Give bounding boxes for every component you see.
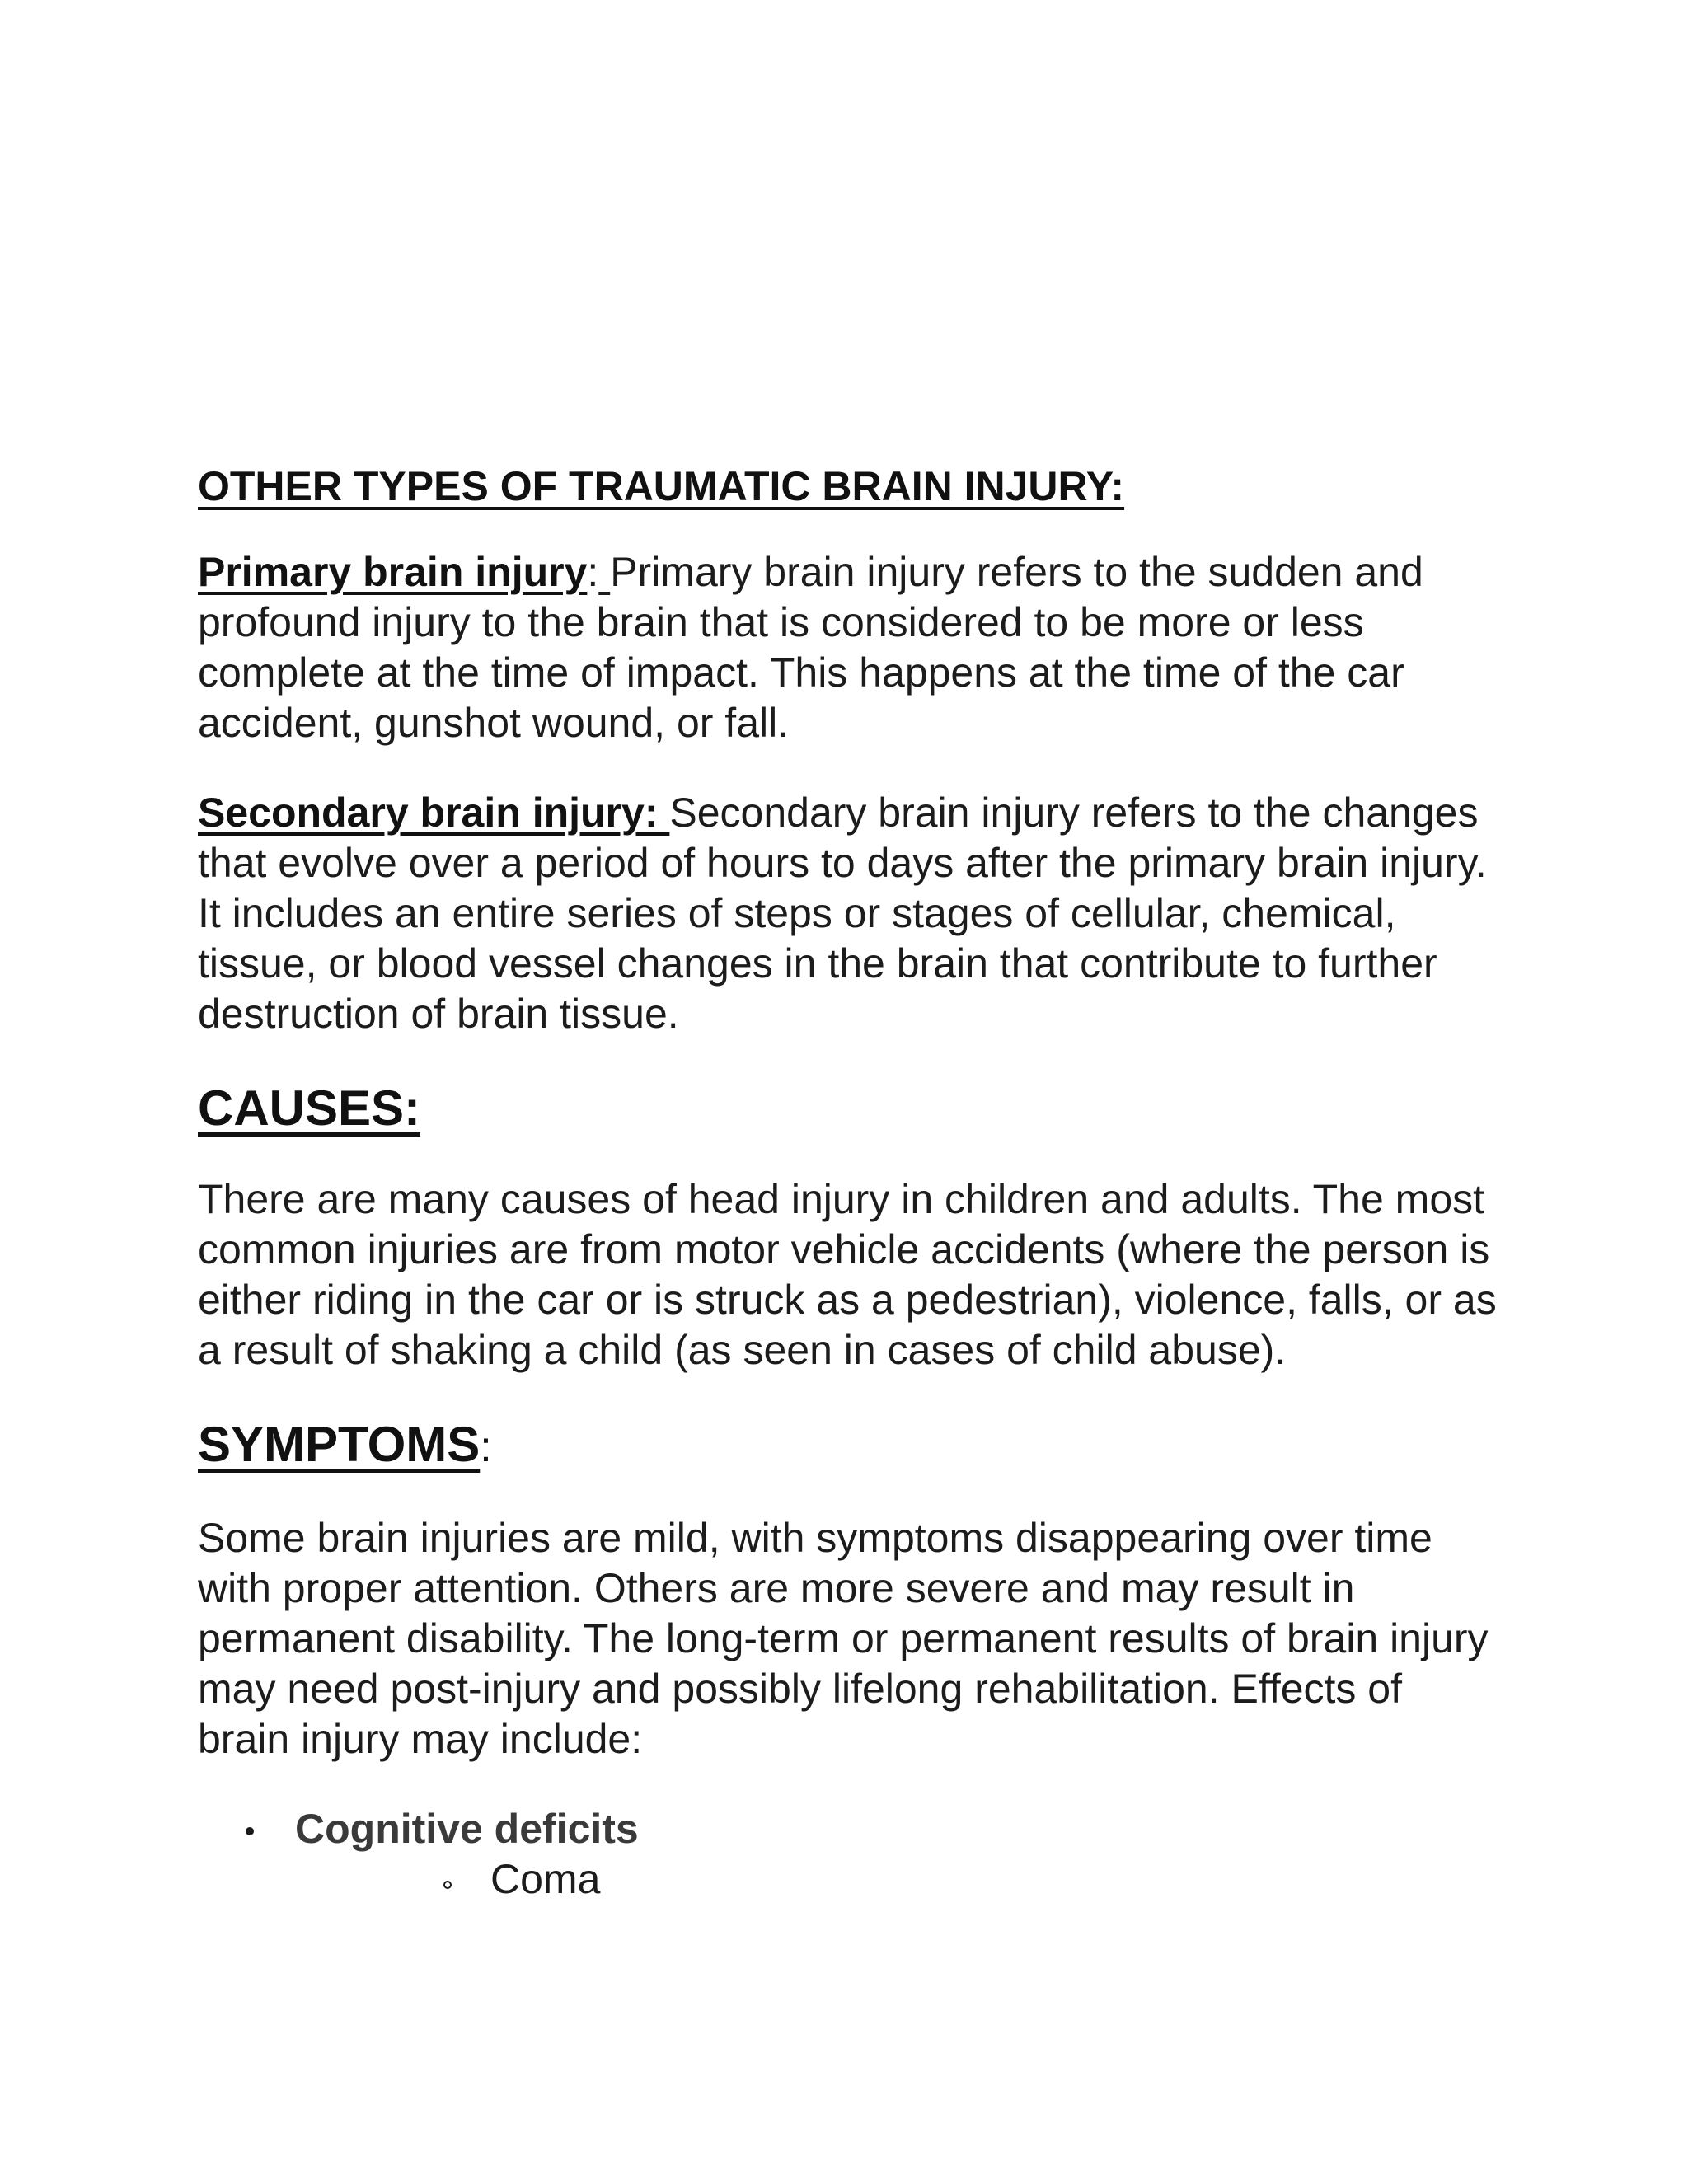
symptoms-paragraph: Some brain injuries are mild, with symptoms disappearing over time with proper attention. Others are more severe and may result in permanent disability. The long-term or permanent results of brain injury may need post-injury and possibly lifelong rehabilitation. Effects of brain injury may include: [198,1515,1489,1762]
primary-injury-colon: : [587,549,599,595]
effect-sublist [295,1854,1500,1905]
symptoms-heading-text: SYMPTOMS [198,1417,481,1472]
list-item [198,1804,1500,1905]
bullet-dot-icon [246,1827,254,1835]
causes-paragraph: There are many causes of head injury in children and adults. The most common injuries are from motor vehicle accidents (where the person is either riding in the car or is struck as a pedestrian), violence, falls, or as a result of shaking a child (as seen in cases of child abuse). [198,1176,1497,1373]
secondary-injury-paragraph [198,788,1500,1039]
document-body [198,462,1500,1905]
primary-injury-paragraph [198,547,1500,748]
symptoms-heading-colon: : [480,1423,492,1471]
secondary-injury-term: Secondary brain injury: [198,790,670,836]
primary-injury-term: Primary brain injury [198,549,588,595]
hollow-circle-bullet-icon [443,1881,452,1889]
effect-label: Cognitive deficits [295,1806,639,1852]
effects-list [198,1804,1500,1905]
primary-injury-text: Primary brain injury refers to the sudden and profound injury to the brain that is considered to be more or less complete at the time of impact. This happens at the time of the car accident, gunshot wound, or fall. [198,549,1423,746]
secondary-injury-text: Secondary brain injury refers to the changes that evolve over a period of hours to days after the primary brain injury. It includes an entire series of steps or stages of cellular, chemical, tissue, or blood vessel changes in the brain that contribute to further destruction of brain tissue. [198,790,1487,1037]
symptoms-heading [198,1415,1500,1477]
causes-heading [198,1079,1500,1138]
list-item [295,1854,1500,1905]
effect-subitem-label: Coma [490,1856,601,1902]
primary-injury-underlined-space [598,549,610,595]
page-title: OTHER TYPES OF TRAUMATIC BRAIN INJURY: [198,463,1125,509]
causes-heading-text: CAUSES: [198,1080,421,1136]
